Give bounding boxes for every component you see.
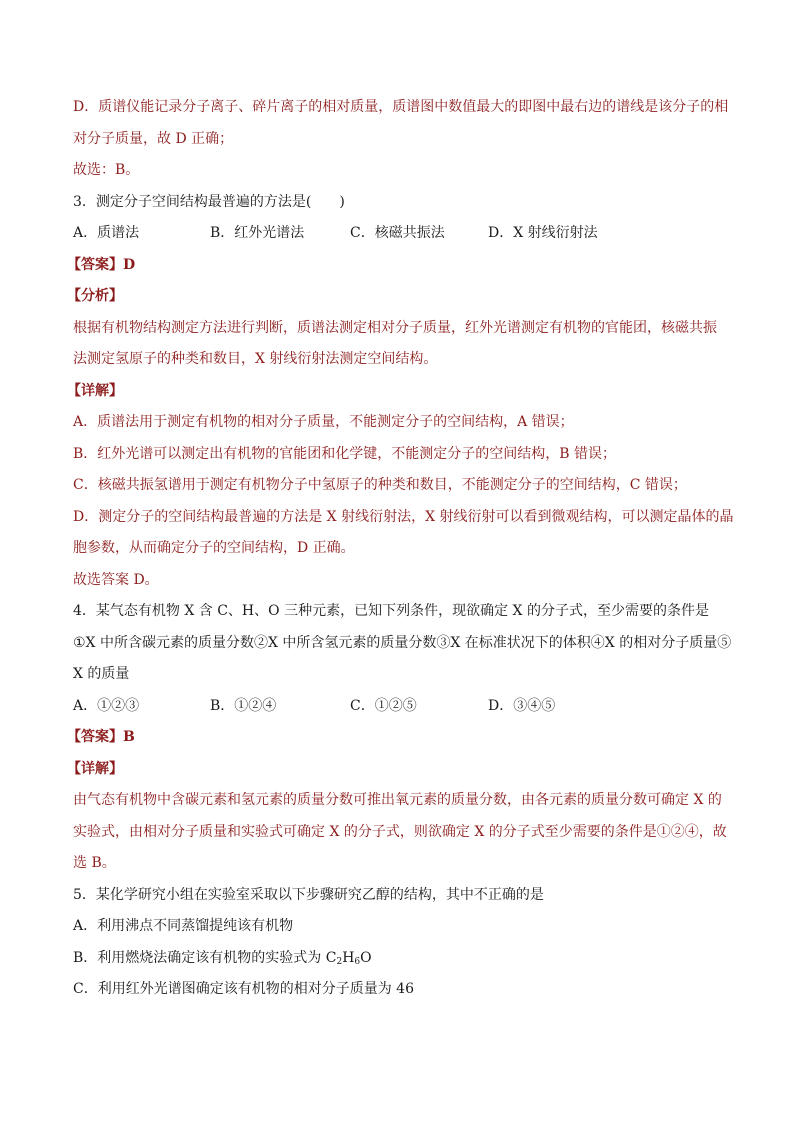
prev-option-d-explanation-line2: 对分子质量，故 D 正确； [73, 130, 234, 147]
q4-option-b: B．①②④ [210, 697, 277, 714]
q3-option-d: D．X 射线衍射法 [488, 225, 598, 241]
q5-option-b-subscript-6: 6 [354, 956, 361, 967]
q4-detail-line2: 实验式，由相对分子质量和实验式可确定 X 的分子式，则欲确定 X 的分子式至少需要的条件是①②④，故 [73, 823, 727, 840]
prev-conclusion: 故选：B。 [73, 162, 140, 178]
q4-detail-line3: 选 B。 [73, 855, 116, 871]
q3-analysis-heading: 【分析】 [67, 288, 123, 304]
q4-detail-line1: 由气态有机物中含碳元素和氢元素的质量分数可推出氧元素的质量分数，由各元素的质量分数可确定 X 的 [73, 792, 722, 808]
q5-option-b [73, 948, 725, 969]
q5-option-b-prefix: B．利用燃烧法确定该有机物的实验式为 C [73, 949, 337, 966]
q3-options [73, 223, 725, 244]
q4-option-c: C．①②⑤ [350, 697, 417, 714]
q3-analysis-line1: 根据有机物结构测定方法进行判断，质谱法测定相对分子质量，红外光谱测定有机物的官能团，核磁共振 [73, 319, 717, 336]
q4-option-a: A．①②③ [73, 697, 140, 714]
q3-detail-heading: 【详解】 [67, 382, 123, 399]
q3-conclusion: 故选答案 D。 [73, 571, 159, 588]
q3-option-b: B．红外光谱法 [210, 225, 305, 241]
q3-option-c: C．核磁共振法 [350, 225, 445, 241]
q3-detail-c: C．核磁共振氢谱用于测定有机物分子中氢原子的种类和数目，不能测定分子的空间结构，C 错误； [73, 477, 687, 493]
q5-option-b-o: O [360, 949, 372, 966]
q3-stem: 3．测定分子空间结构最普遍的方法是( ) [73, 193, 345, 210]
q4-detail-heading: 【详解】 [67, 760, 123, 777]
q4-stem-line2: ①X 中所含碳元素的质量分数②X 中所含氢元素的质量分数③X 在标准状况下的体积④X 的相对分子质量⑤ [73, 634, 732, 651]
q3-detail-d-line1: D．测定分子的空间结构最普遍的方法是 X 射线衍射法，X 射线衍射可以看到微观结构，可以测定晶体的晶 [73, 508, 734, 525]
document-content [67, 97, 734, 1011]
q4-options [73, 696, 725, 717]
prev-option-d-explanation-line1: D．质谱仪能记录分子离子、碎片离子的相对质量，质谱图中数值最大的即图中最右边的谱线是该分子的相 [73, 99, 729, 115]
q5-option-c: C．利用红外光谱图确定该有机物的相对分子质量为 46 [73, 981, 414, 997]
q5-stem: 5．某化学研究小组在实验室采取以下步骤研究乙醇的结构，其中不正确的是 [73, 886, 544, 903]
q3-detail-a: A．质谱法用于测定有机物的相对分子质量，不能测定分子的空间结构，A 错误； [73, 414, 574, 430]
q3-detail-b: B．红外光谱可以测定出有机物的官能团和化学键，不能测定分子的空间结构，B 错误； [73, 445, 617, 462]
q4-stem-line1: 4．某气态有机物 X 含 C、H、O 三种元素，已知下列条件，现欲确定 X 的分子式，至少需要的条件是 [73, 603, 709, 619]
q5-option-b-subscript-2: 2 [336, 956, 343, 967]
q5-option-a: A．利用沸点不同蒸馏提纯该有机物 [73, 918, 294, 934]
q4-stem-line3: X 的质量 [73, 666, 130, 682]
q3-answer: 【答案】D [67, 256, 136, 273]
q3-analysis-line2: 法测定氢原子的种类和数目，X 射线衍射法测定空间结构。 [73, 351, 438, 367]
q4-answer: 【答案】B [67, 729, 135, 745]
q5-option-b-h: H [342, 949, 355, 966]
q3-detail-d-line2: 胞参数，从而确定分子的空间结构，D 正确。 [73, 540, 355, 556]
q3-option-a: A．质谱法 [73, 225, 140, 241]
q4-option-d: D．③④⑤ [488, 697, 556, 714]
